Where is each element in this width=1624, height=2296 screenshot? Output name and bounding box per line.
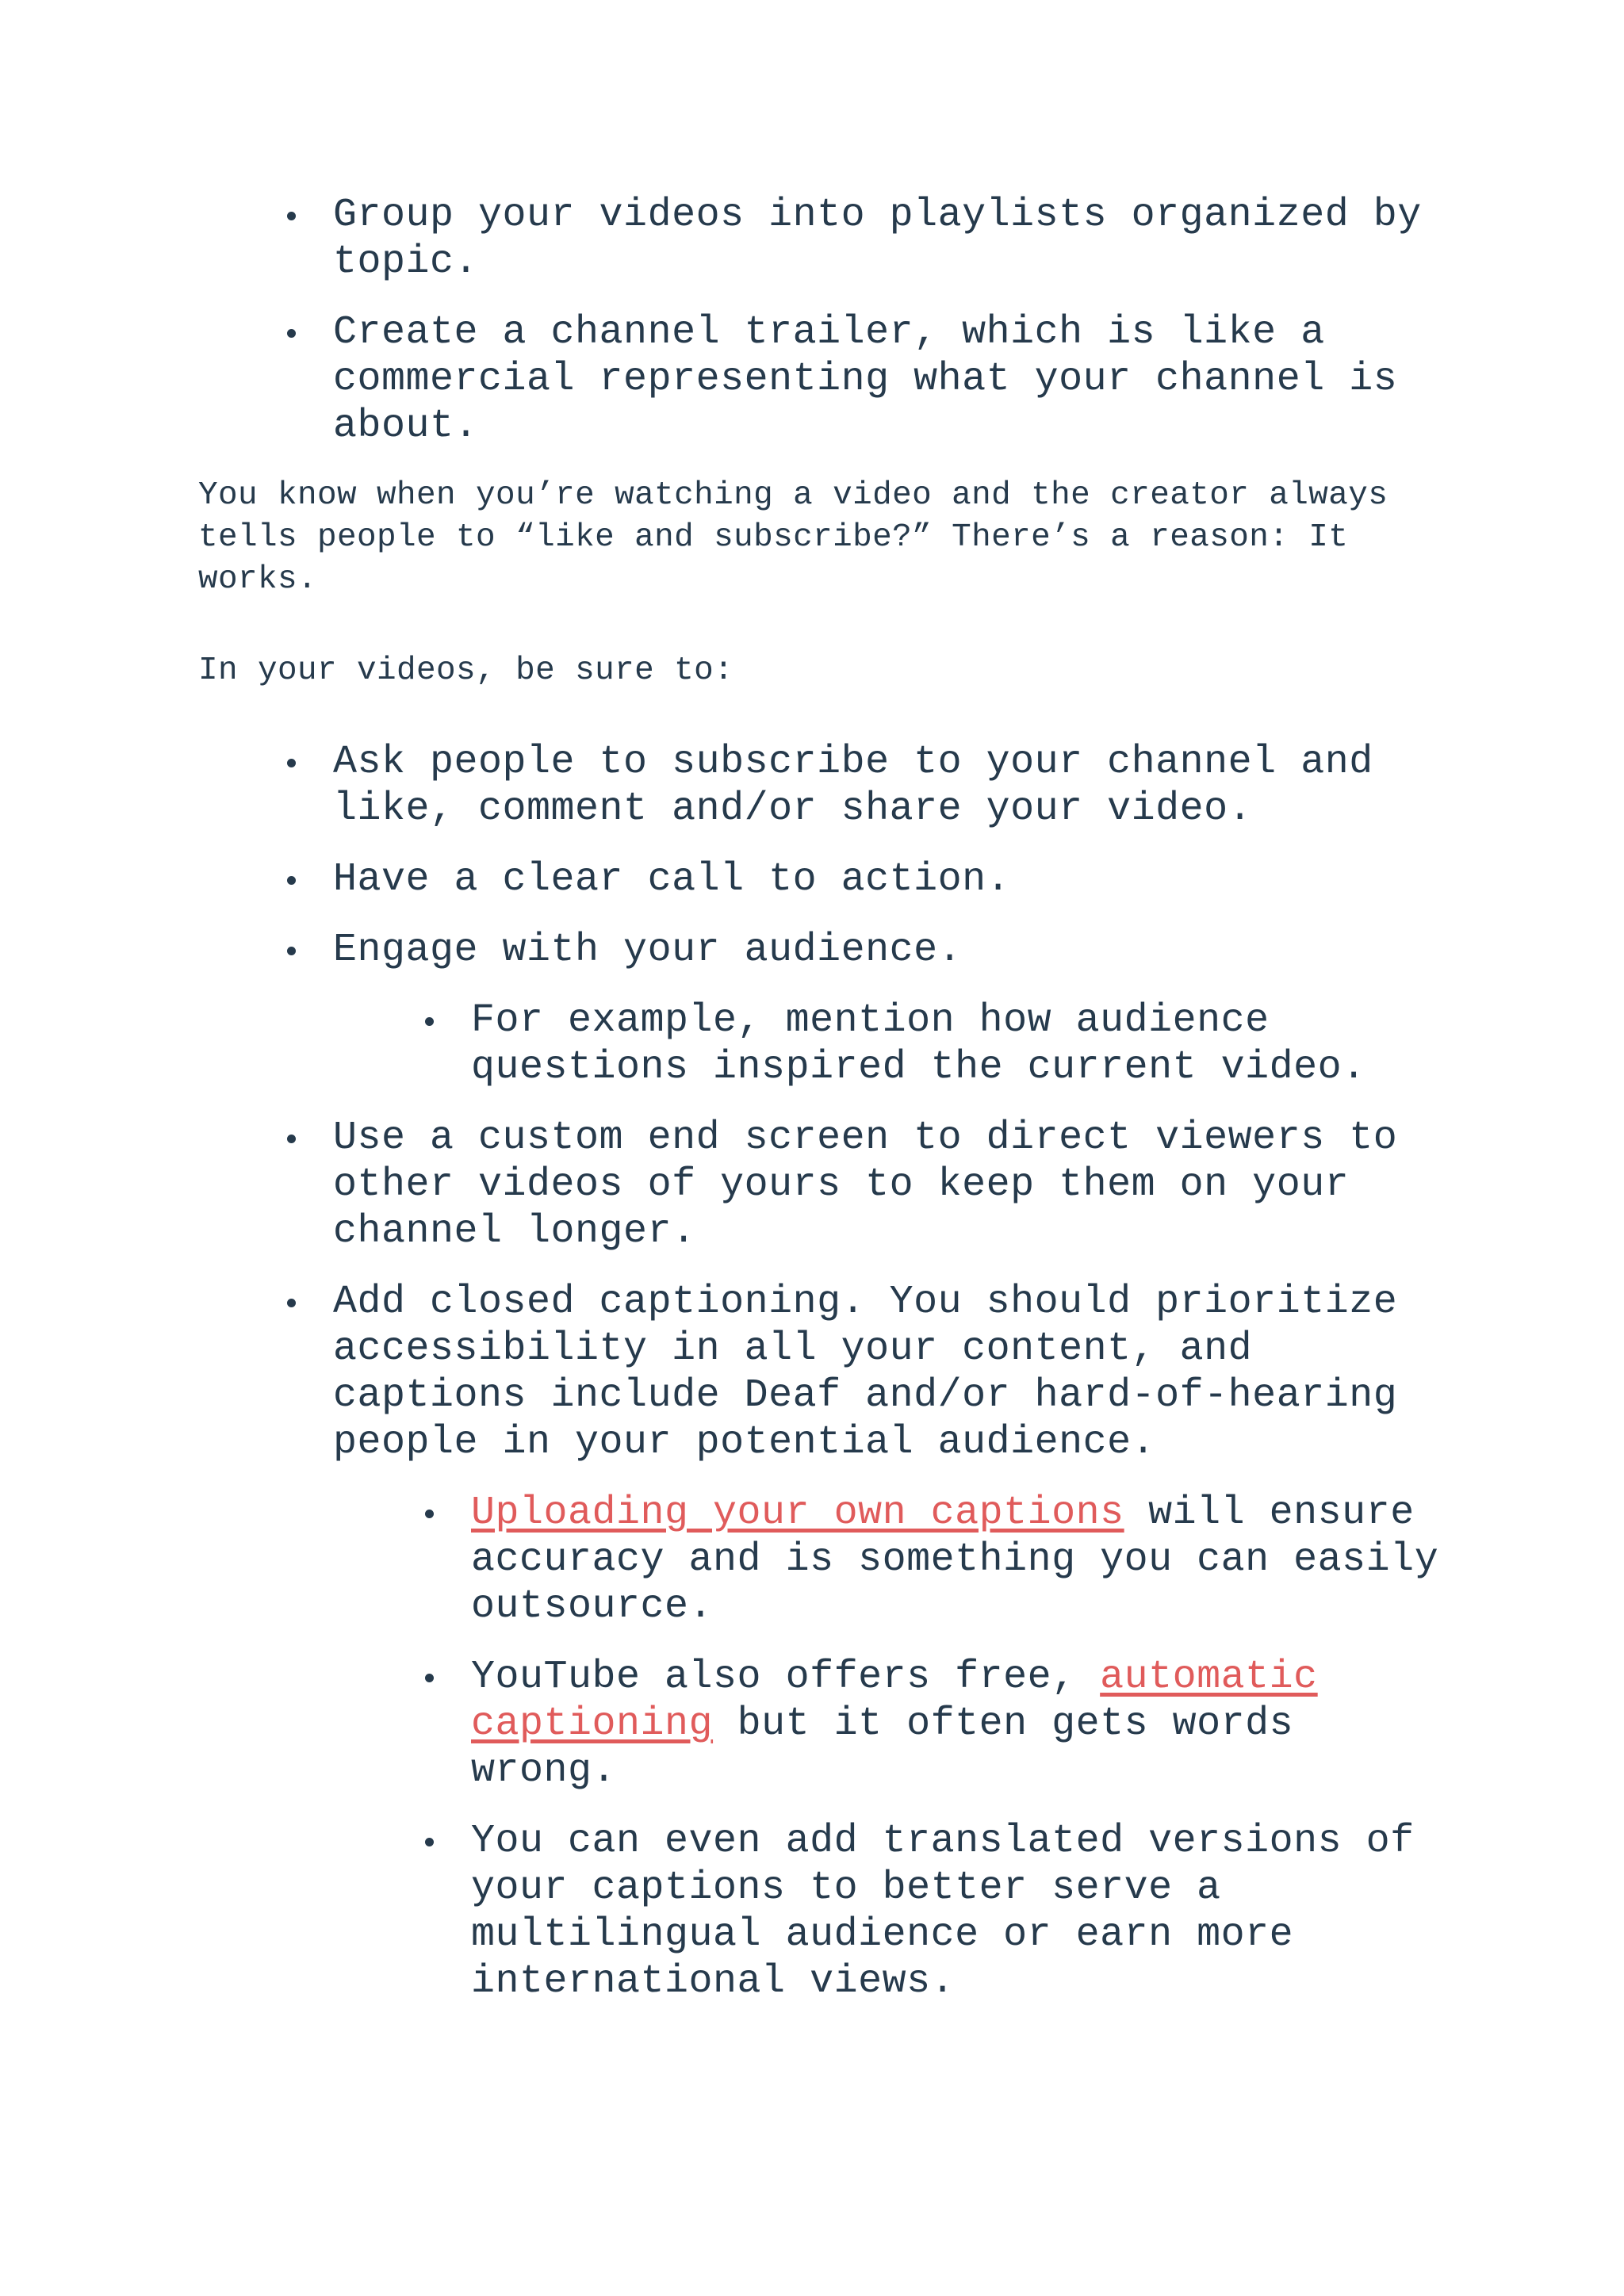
paragraph-like-subscribe: You know when you’re watching a video and the creator always tells people to “like and subscribe?” There’s a reason: It works.	[198, 477, 1388, 598]
sub-list-item-text: but it often gets words wrong.	[471, 1701, 1294, 1793]
sub-list-item	[471, 1654, 1443, 1794]
list-item: Use a custom end screen to direct viewers to other videos of yours to keep them on your channel longer.	[333, 1115, 1443, 1255]
list-item: Have a clear call to action.	[333, 856, 1443, 903]
bullet-list-video-tips	[333, 739, 1443, 2029]
sub-list-item: You can even add translated versions of your captions to better serve a multilingual audience or earn more international views.	[471, 1818, 1443, 2005]
sub-list-item-text: will ensure accuracy and is something you can easily outsource.	[471, 1490, 1439, 1629]
list-item: Group your videos into playlists organized by topic.	[333, 192, 1443, 285]
list-item: Ask people to subscribe to your channel and like, comment and/or share your video.	[333, 739, 1443, 832]
paragraph-be-sure: In your videos, be sure to:	[198, 652, 734, 689]
sub-list-item-text: YouTube also offers free,	[471, 1655, 1101, 1700]
list-item-engage	[333, 927, 1443, 1091]
uploading-captions-link[interactable]: Uploading your own captions	[471, 1490, 1124, 1536]
bullet-list-channel-tips	[333, 192, 1443, 473]
sub-bullet-list	[471, 1490, 1443, 2005]
automatic-captioning-link[interactable]: automatic captioning	[471, 1655, 1318, 1747]
list-item-text: Engage with your audience.	[333, 928, 963, 973]
list-item-captions	[333, 1279, 1443, 2005]
list-item: Create a channel trailer, which is like a commercial representing what your channel is about.	[333, 309, 1443, 450]
sub-list-item	[471, 1490, 1443, 1630]
sub-bullet-list	[471, 997, 1443, 1091]
sub-list-item: For example, mention how audience questions inspired the current video.	[471, 997, 1443, 1091]
list-item-text: Add closed captioning. You should prioritize accessibility in all your content, and captions include Deaf and/or hard-of-hearing people in your potential audience.	[333, 1280, 1398, 1465]
